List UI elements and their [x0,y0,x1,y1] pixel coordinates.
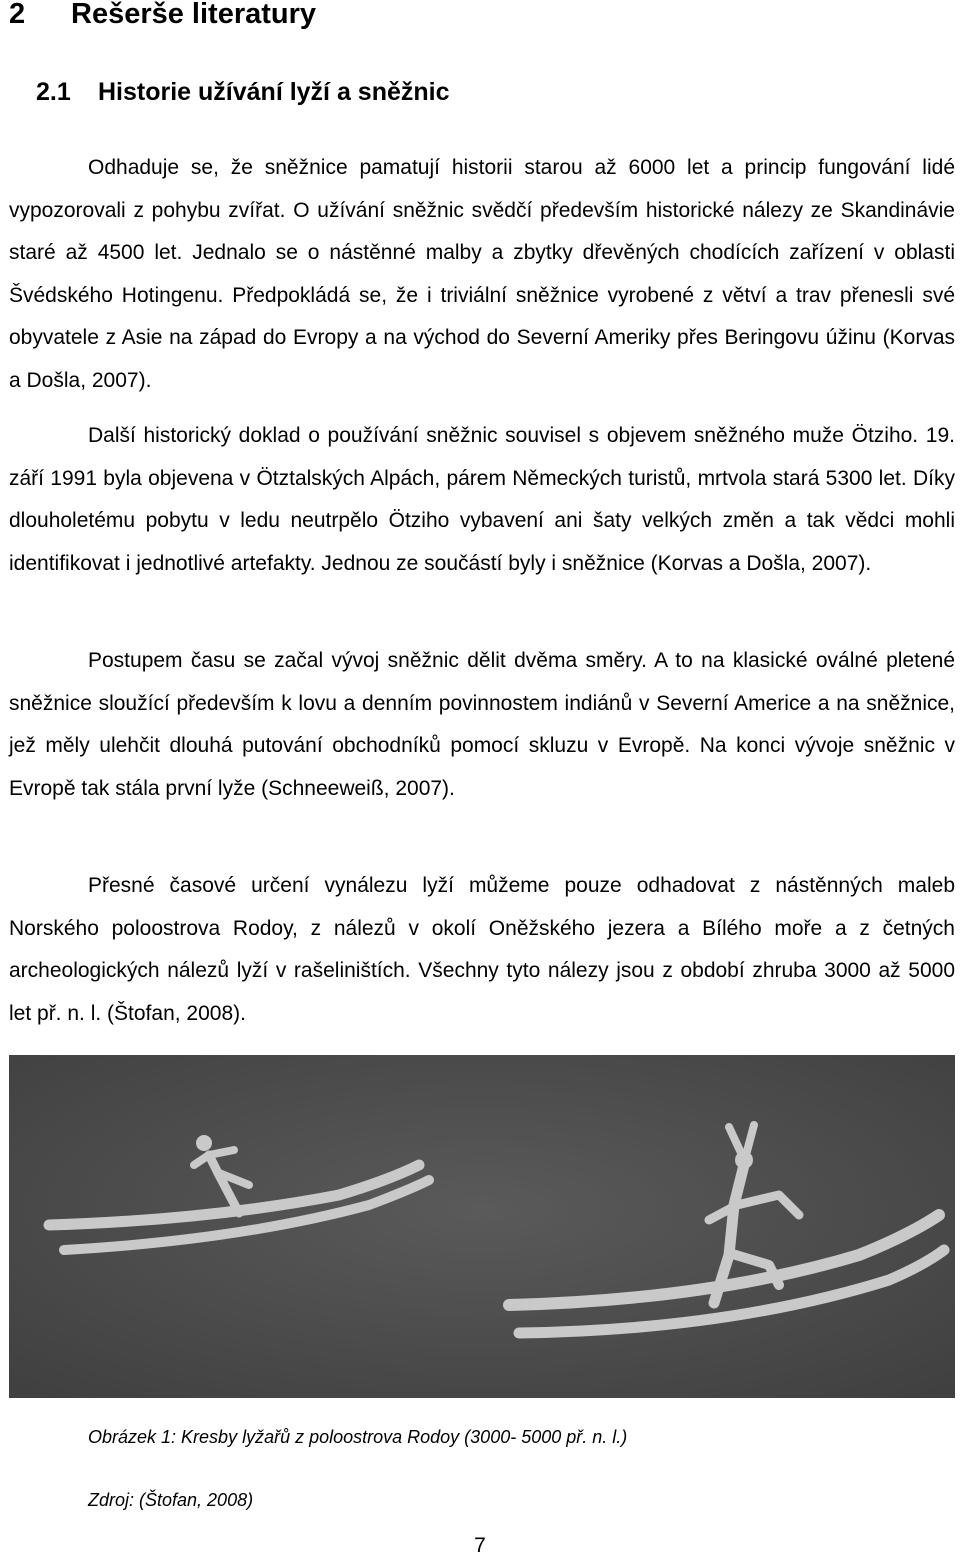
paragraph-3: Postupem času se začal vývoj sněžnic dělit dvěma směry. A to na klasické oválné pletené sněžnice sloužící především k lovu a denním povinnostem indiánů v Severní Americe a na sněžnice, jež měly ulehčit dlouhá putování obchodníků pomocí skluzu v Evropě. Na konci vývoje sněžnic v Evropě tak stála první lyže (Schneeweiß, 2007). [9,649,955,800]
paragraph-2: Další historický doklad o používání sněžnic souvisel s objevem sněžného muže Ötziho. 19. září 1991 byla objevena v Ötztalských Alpách, párem Německých turistů, mrtvola stará 5300 let. Díky dlouholetému pobytu v ledu neutrpělo Ötziho vybavení ani šaty velkých změn a tak vědci mohli identifikovat i jednotlivé artefakty. Jednou ze součástí byly i sněžnice (Korvas a Došla, 2007). [9,424,955,575]
figure-source: Zdroj: (Štofan, 2008) [88,1490,254,1510]
rock-art-figure [9,1055,955,1398]
page-number: 7 [474,1534,486,1557]
right-skier-head [735,1151,753,1169]
section-heading [36,74,450,110]
rock-art-skiers-image [9,1055,955,1398]
paragraph-1: Odhaduje se, že sněžnice pamatují historii starou až 6000 let a princip fungování lidé vypozorovali z pohybu zvířat. O užívání sněžnic svědčí především historické nálezy ze Skandinávie staré až 4500 let. Jednalo se o nástěnné malby a zbytky dřevěných chodících zařízení v oblasti Švédského Hotingenu. Předpokládá se, že i triviální sněžnice vyrobené z větví a trav přenesli své obyvatele z Asie na západ do Evropy a na východ do Severní Ameriky přes Beringovu úžinu (Korvas a Došla, 2007). [9,156,955,392]
section-title: Historie užívání lyží a sněžnic [98,78,450,106]
chapter-title: Rešerše literatury [71,0,317,30]
left-skier-head [196,1135,212,1151]
chapter-heading [9,0,316,34]
paragraph-4: Přesné časové určení vynálezu lyží můžeme pouze odhadovat z nástěnných maleb Norského poloostrova Rodoy, z nálezů v okolí Oněžského jezera a Bílého moře a z četných archeologických nálezů lyží v rašeliništích. Všechny tyto nálezy jsou z období zhruba 3000 až 5000 let př. n. l. (Štofan, 2008). [9,874,955,1025]
section-number: 2.1 [36,78,71,106]
chapter-number: 2 [9,0,26,30]
figure-caption: Obrázek 1: Kresby lyžařů z poloostrova Rodoy (3000- 5000 př. n. l.) [88,1427,628,1447]
